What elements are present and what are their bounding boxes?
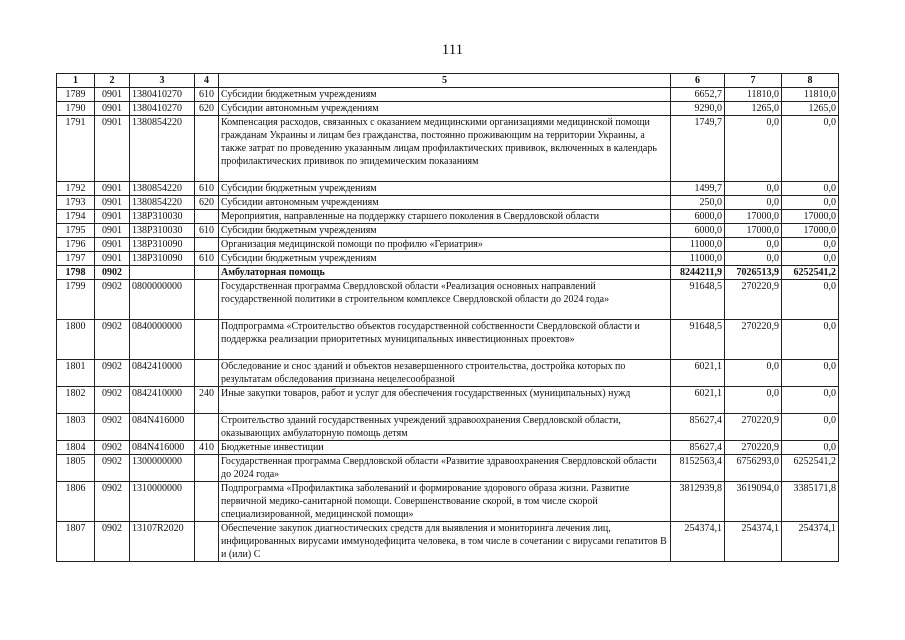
target-code-cell: 1380410270 — [130, 102, 195, 116]
amount-col8-cell: 17000,0 — [782, 224, 839, 238]
target-code-cell: 138P310090 — [130, 238, 195, 252]
table-row — [57, 387, 839, 414]
description-cell: Субсидии автономным учреждениям — [219, 196, 671, 210]
amount-col6-cell: 6021,1 — [671, 387, 725, 414]
expense-type-cell — [195, 522, 219, 562]
amount-col7-cell: 0,0 — [725, 238, 782, 252]
amount-col8-cell: 0,0 — [782, 238, 839, 252]
expense-type-cell: 620 — [195, 102, 219, 116]
table-row — [57, 360, 839, 387]
target-code-cell: 0800000000 — [130, 280, 195, 320]
target-code-cell: 13107R2020 — [130, 522, 195, 562]
table-row — [57, 102, 839, 116]
description-cell: Организация медицинской помощи по профилю «Гериатрия» — [219, 238, 671, 252]
expense-type-cell — [195, 360, 219, 387]
target-code-cell: 0840000000 — [130, 320, 195, 360]
description-cell: Бюджетные инвестиции — [219, 441, 671, 455]
target-code-cell — [130, 266, 195, 280]
row-number-cell: 1800 — [57, 320, 95, 360]
expense-type-cell — [195, 116, 219, 182]
amount-col7-cell: 0,0 — [725, 182, 782, 196]
amount-col6-cell: 6000,0 — [671, 224, 725, 238]
section-code-cell: 0902 — [95, 266, 130, 280]
expense-type-cell — [195, 266, 219, 280]
amount-col6-cell: 8244211,9 — [671, 266, 725, 280]
row-number-cell: 1792 — [57, 182, 95, 196]
expense-type-cell — [195, 455, 219, 482]
amount-col6-cell: 3812939,8 — [671, 482, 725, 522]
amount-col8-cell: 11810,0 — [782, 88, 839, 102]
amount-col7-cell: 254374,1 — [725, 522, 782, 562]
amount-col8-cell: 6252541,2 — [782, 455, 839, 482]
table-row — [57, 522, 839, 562]
amount-col8-cell: 6252541,2 — [782, 266, 839, 280]
target-code-cell: 1380854220 — [130, 116, 195, 182]
target-code-cell: 084N416000 — [130, 441, 195, 455]
column-header: 4 — [195, 74, 219, 88]
amount-col7-cell: 7026513,9 — [725, 266, 782, 280]
amount-col7-cell: 270220,9 — [725, 280, 782, 320]
amount-col8-cell: 0,0 — [782, 320, 839, 360]
expense-type-cell — [195, 482, 219, 522]
amount-col7-cell: 270220,9 — [725, 320, 782, 360]
table-body — [57, 88, 839, 562]
amount-col6-cell: 85627,4 — [671, 441, 725, 455]
amount-col7-cell: 0,0 — [725, 252, 782, 266]
section-code-cell: 0902 — [95, 360, 130, 387]
amount-col8-cell: 0,0 — [782, 414, 839, 441]
description-cell: Субсидии бюджетным учреждениям — [219, 224, 671, 238]
amount-col6-cell: 91648,5 — [671, 280, 725, 320]
amount-col8-cell: 17000,0 — [782, 210, 839, 224]
amount-col6-cell: 1749,7 — [671, 116, 725, 182]
amount-col8-cell: 0,0 — [782, 360, 839, 387]
amount-col6-cell: 91648,5 — [671, 320, 725, 360]
expense-type-cell: 610 — [195, 252, 219, 266]
table-row — [57, 482, 839, 522]
expense-type-cell — [195, 280, 219, 320]
amount-col8-cell: 0,0 — [782, 196, 839, 210]
header-row — [57, 74, 839, 88]
section-code-cell: 0902 — [95, 320, 130, 360]
amount-col8-cell: 0,0 — [782, 182, 839, 196]
target-code-cell: 0842410000 — [130, 387, 195, 414]
column-header: 3 — [130, 74, 195, 88]
amount-col7-cell: 0,0 — [725, 387, 782, 414]
expense-type-cell — [195, 238, 219, 252]
description-cell: Строительство зданий государственных учреждений здравоохранения Свердловской области, оказывающих амбулаторную помощь детям — [219, 414, 671, 441]
expense-type-cell — [195, 414, 219, 441]
section-code-cell: 0901 — [95, 224, 130, 238]
row-number-cell: 1791 — [57, 116, 95, 182]
amount-col8-cell: 1265,0 — [782, 102, 839, 116]
description-cell: Амбулаторная помощь — [219, 266, 671, 280]
section-code-cell: 0902 — [95, 522, 130, 562]
description-cell: Компенсация расходов, связанных с оказанием медицинскими организациями медицинской помощи гражданам Украины и лицам без гражданства, постоянно проживающим на территории Украины, а также затрат по проведению указанным лицам профилактических прививок, включенных в календарь профилактических прививок по эпидемическим показаниям — [219, 116, 671, 182]
amount-col6-cell: 11000,0 — [671, 238, 725, 252]
row-number-cell: 1804 — [57, 441, 95, 455]
section-code-cell: 0902 — [95, 455, 130, 482]
target-code-cell: 1380410270 — [130, 88, 195, 102]
amount-col7-cell: 6756293,0 — [725, 455, 782, 482]
description-cell: Мероприятия, направленные на поддержку старшего поколения в Свердловской области — [219, 210, 671, 224]
row-number-cell: 1806 — [57, 482, 95, 522]
description-cell: Подпрограмма «Строительство объектов государственной собственности Свердловской области и поддержка реализации приоритетных муниципальных инвестиционных проектов» — [219, 320, 671, 360]
column-header: 6 — [671, 74, 725, 88]
target-code-cell: 1300000000 — [130, 455, 195, 482]
description-cell: Иные закупки товаров, работ и услуг для обеспечения государственных (муниципальных) нужд — [219, 387, 671, 414]
table-row — [57, 266, 839, 280]
table-row — [57, 210, 839, 224]
row-number-cell: 1790 — [57, 102, 95, 116]
section-code-cell: 0901 — [95, 210, 130, 224]
amount-col8-cell: 0,0 — [782, 280, 839, 320]
amount-col7-cell: 270220,9 — [725, 441, 782, 455]
description-cell: Обеспечение закупок диагностических средств для выявления и мониторинга лечения лиц, инфицированных вирусами иммунодефицита человека, в том числе в сочетании с вирусами гепатитов В и (или) С — [219, 522, 671, 562]
expense-type-cell — [195, 210, 219, 224]
amount-col7-cell: 0,0 — [725, 196, 782, 210]
row-number-cell: 1798 — [57, 266, 95, 280]
row-number-cell: 1805 — [57, 455, 95, 482]
section-code-cell: 0902 — [95, 441, 130, 455]
section-code-cell: 0901 — [95, 116, 130, 182]
row-number-cell: 1793 — [57, 196, 95, 210]
section-code-cell: 0901 — [95, 102, 130, 116]
amount-col6-cell: 250,0 — [671, 196, 725, 210]
table-row — [57, 196, 839, 210]
amount-col7-cell: 17000,0 — [725, 210, 782, 224]
table-row — [57, 182, 839, 196]
description-cell: Обследование и снос зданий и объектов незавершенного строительства, достройка которых по результатам обследования признана нецелесообразной — [219, 360, 671, 387]
amount-col6-cell: 9290,0 — [671, 102, 725, 116]
amount-col8-cell: 0,0 — [782, 441, 839, 455]
budget-table — [56, 73, 839, 562]
description-cell: Субсидии бюджетным учреждениям — [219, 88, 671, 102]
row-number-cell: 1797 — [57, 252, 95, 266]
description-cell: Государственная программа Свердловской области «Реализация основных направлений государственной политики в строительном комплексе Свердловской области до 2024 года» — [219, 280, 671, 320]
section-code-cell: 0901 — [95, 252, 130, 266]
expense-type-cell: 240 — [195, 387, 219, 414]
description-cell: Субсидии бюджетным учреждениям — [219, 182, 671, 196]
amount-col8-cell: 0,0 — [782, 252, 839, 266]
table-row — [57, 88, 839, 102]
table-row — [57, 414, 839, 441]
target-code-cell: 1310000000 — [130, 482, 195, 522]
amount-col8-cell: 0,0 — [782, 387, 839, 414]
description-cell: Государственная программа Свердловской области «Развитие здравоохранения Свердловской области до 2024 года» — [219, 455, 671, 482]
page-number: 111 — [441, 42, 464, 58]
expense-type-cell: 620 — [195, 196, 219, 210]
table-row — [57, 441, 839, 455]
target-code-cell: 138P310030 — [130, 210, 195, 224]
target-code-cell: 084N416000 — [130, 414, 195, 441]
section-code-cell: 0902 — [95, 280, 130, 320]
target-code-cell: 1380854220 — [130, 196, 195, 210]
row-number-cell: 1803 — [57, 414, 95, 441]
row-number-cell: 1802 — [57, 387, 95, 414]
row-number-cell: 1801 — [57, 360, 95, 387]
table-row — [57, 116, 839, 182]
amount-col6-cell: 85627,4 — [671, 414, 725, 441]
amount-col7-cell: 0,0 — [725, 360, 782, 387]
amount-col8-cell: 3385171,8 — [782, 482, 839, 522]
description-cell: Субсидии бюджетным учреждениям — [219, 252, 671, 266]
column-header: 5 — [219, 74, 671, 88]
table-row — [57, 280, 839, 320]
target-code-cell: 138P310090 — [130, 252, 195, 266]
row-number-cell: 1789 — [57, 88, 95, 102]
section-code-cell: 0901 — [95, 196, 130, 210]
section-code-cell: 0902 — [95, 482, 130, 522]
description-cell: Субсидии автономным учреждениям — [219, 102, 671, 116]
amount-col7-cell: 17000,0 — [725, 224, 782, 238]
row-number-cell: 1794 — [57, 210, 95, 224]
amount-col6-cell: 8152563,4 — [671, 455, 725, 482]
amount-col7-cell: 0,0 — [725, 116, 782, 182]
table-row — [57, 252, 839, 266]
amount-col6-cell: 6652,7 — [671, 88, 725, 102]
expense-type-cell: 610 — [195, 224, 219, 238]
amount-col6-cell: 1499,7 — [671, 182, 725, 196]
row-number-cell: 1795 — [57, 224, 95, 238]
row-number-cell: 1799 — [57, 280, 95, 320]
section-code-cell: 0902 — [95, 414, 130, 441]
amount-col7-cell: 3619094,0 — [725, 482, 782, 522]
column-header: 8 — [782, 74, 839, 88]
table-row — [57, 224, 839, 238]
section-code-cell: 0901 — [95, 88, 130, 102]
amount-col7-cell: 1265,0 — [725, 102, 782, 116]
section-code-cell: 0902 — [95, 387, 130, 414]
amount-col6-cell: 11000,0 — [671, 252, 725, 266]
table-row — [57, 455, 839, 482]
description-cell: Подпрограмма «Профилактика заболеваний и формирование здорового образа жизни. Развитие первичной медико-санитарной помощи. Совершенствование скорой, в том числе скорой специализированной, медицинской помощи» — [219, 482, 671, 522]
column-header: 7 — [725, 74, 782, 88]
table-row — [57, 320, 839, 360]
table-row — [57, 238, 839, 252]
expense-type-cell: 610 — [195, 182, 219, 196]
target-code-cell: 1380854220 — [130, 182, 195, 196]
amount-col6-cell: 6021,1 — [671, 360, 725, 387]
amount-col7-cell: 270220,9 — [725, 414, 782, 441]
row-number-cell: 1807 — [57, 522, 95, 562]
expense-type-cell: 410 — [195, 441, 219, 455]
column-header: 2 — [95, 74, 130, 88]
target-code-cell: 138P310030 — [130, 224, 195, 238]
target-code-cell: 0842410000 — [130, 360, 195, 387]
amount-col6-cell: 254374,1 — [671, 522, 725, 562]
section-code-cell: 0901 — [95, 182, 130, 196]
amount-col6-cell: 6000,0 — [671, 210, 725, 224]
expense-type-cell: 610 — [195, 88, 219, 102]
expense-type-cell — [195, 320, 219, 360]
row-number-cell: 1796 — [57, 238, 95, 252]
amount-col8-cell: 0,0 — [782, 116, 839, 182]
section-code-cell: 0901 — [95, 238, 130, 252]
column-header: 1 — [57, 74, 95, 88]
amount-col7-cell: 11810,0 — [725, 88, 782, 102]
amount-col8-cell: 254374,1 — [782, 522, 839, 562]
